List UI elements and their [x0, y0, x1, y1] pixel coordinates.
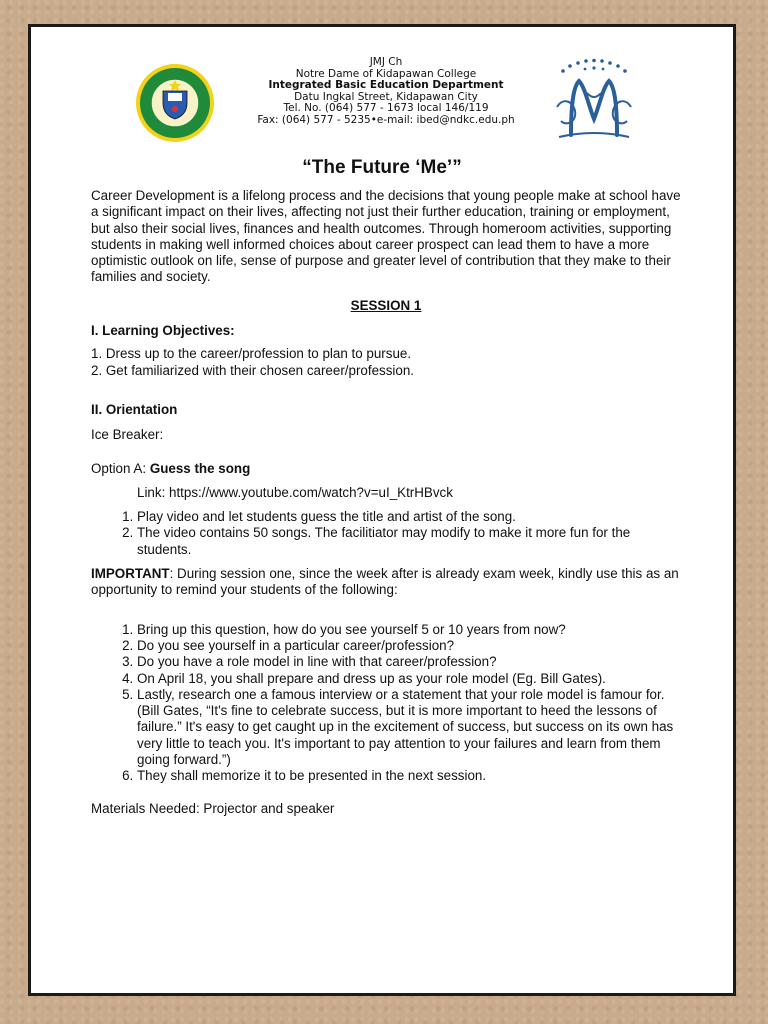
intro-paragraph: Career Development is a lifelong process and the decisions that young people make at school have a significant impact on their lives, affecting not just their further education, training or employment, but also their social lives, finances and health outcomes. Through homeroom activities, supporting students in making well informed choices about career prospect can lead them to have a more optimistic outlook on life, sense of purpose and greater level of contribution that they make to their families and society.	[91, 188, 681, 285]
letterhead-fax-email: Fax: (064) 577 - 5235•e-mail: ibed@ndkc.edu.ph	[257, 113, 515, 126]
ice-breaker-label: Ice Breaker:	[91, 427, 164, 443]
list-item: 1. Play video and let students guess the title and artist of the song.	[137, 509, 681, 525]
learning-objectives-heading: I. Learning Objectives:	[91, 323, 235, 339]
list-item: 2. The video contains 50 songs. The facilitiator may modify to make it more fun for the students.	[137, 525, 681, 558]
list-item: 1. Bring up this question, how do you see yourself 5 or 10 years from now?	[137, 622, 681, 638]
document-body	[91, 188, 681, 817]
document-page	[28, 24, 736, 996]
list-item: 2. Do you see yourself in a particular career/profession?	[137, 638, 681, 654]
document-title: “The Future ‘Me’”	[302, 157, 462, 178]
monogram-logo	[549, 57, 639, 143]
important-text: : During session one, since the week after is already exam week, kindly use this as an opportunity to remind your students of the following:	[91, 566, 679, 598]
important-note	[91, 566, 681, 599]
option-a-line	[91, 461, 681, 477]
letterhead-text	[231, 57, 541, 126]
materials-needed: Materials Needed: Projector and speaker	[91, 800, 335, 816]
objective-item: 2. Get familiarized with their chosen career/profession.	[91, 362, 415, 378]
letterhead-address: Datu Ingkal Street, Kidapawan City	[294, 90, 478, 103]
list-item: 6. They shall memorize it to be presented in the next session.	[137, 768, 681, 784]
option-prefix: Option A:	[91, 460, 150, 476]
option-title: Guess the song	[149, 460, 251, 476]
video-link[interactable]: Link: https://www.youtube.com/watch?v=uI_KtrHBvck	[137, 484, 453, 500]
letterhead-college: Notre Dame of Kidapawan College	[295, 67, 477, 80]
list-item	[137, 687, 681, 768]
college-seal-logo	[135, 63, 215, 143]
objective-item: 1. Dress up to the career/profession to plan to pursue.	[91, 346, 412, 362]
reminder-text: 5. Lastly, research one a famous interview or a statement that your role model is famour for.	[137, 686, 665, 702]
bill-gates-quote: (Bill Gates, “It's fine to celebrate success, but it is more important to heed the lessons of failure.” It's easy to get caught up in the excitement of success, but success on its own has very little to teach you. It's important to pay attention to your failures and learn from them going forward.”)	[137, 703, 674, 768]
letterhead-phone: Tel. No. (064) 577 - 1673 local 146/119	[283, 102, 489, 114]
session-heading: SESSION 1	[350, 297, 422, 313]
orientation-heading: II. Orientation	[91, 401, 178, 417]
ice-breaker-steps	[91, 509, 681, 558]
list-item: 3. Do you have a role model in line with that career/profession?	[137, 654, 681, 670]
reminders-list	[91, 622, 681, 785]
important-label: IMPORTANT	[91, 566, 170, 582]
objectives-list	[91, 346, 681, 379]
letterhead-line1: JMJ Ch	[369, 56, 403, 68]
letterhead-department: Integrated Basic Education Department	[268, 79, 504, 91]
letterhead-header	[31, 55, 733, 145]
list-item: 4. On April 18, you shall prepare and dress up as your role model (Eg. Bill Gates).	[137, 671, 681, 687]
